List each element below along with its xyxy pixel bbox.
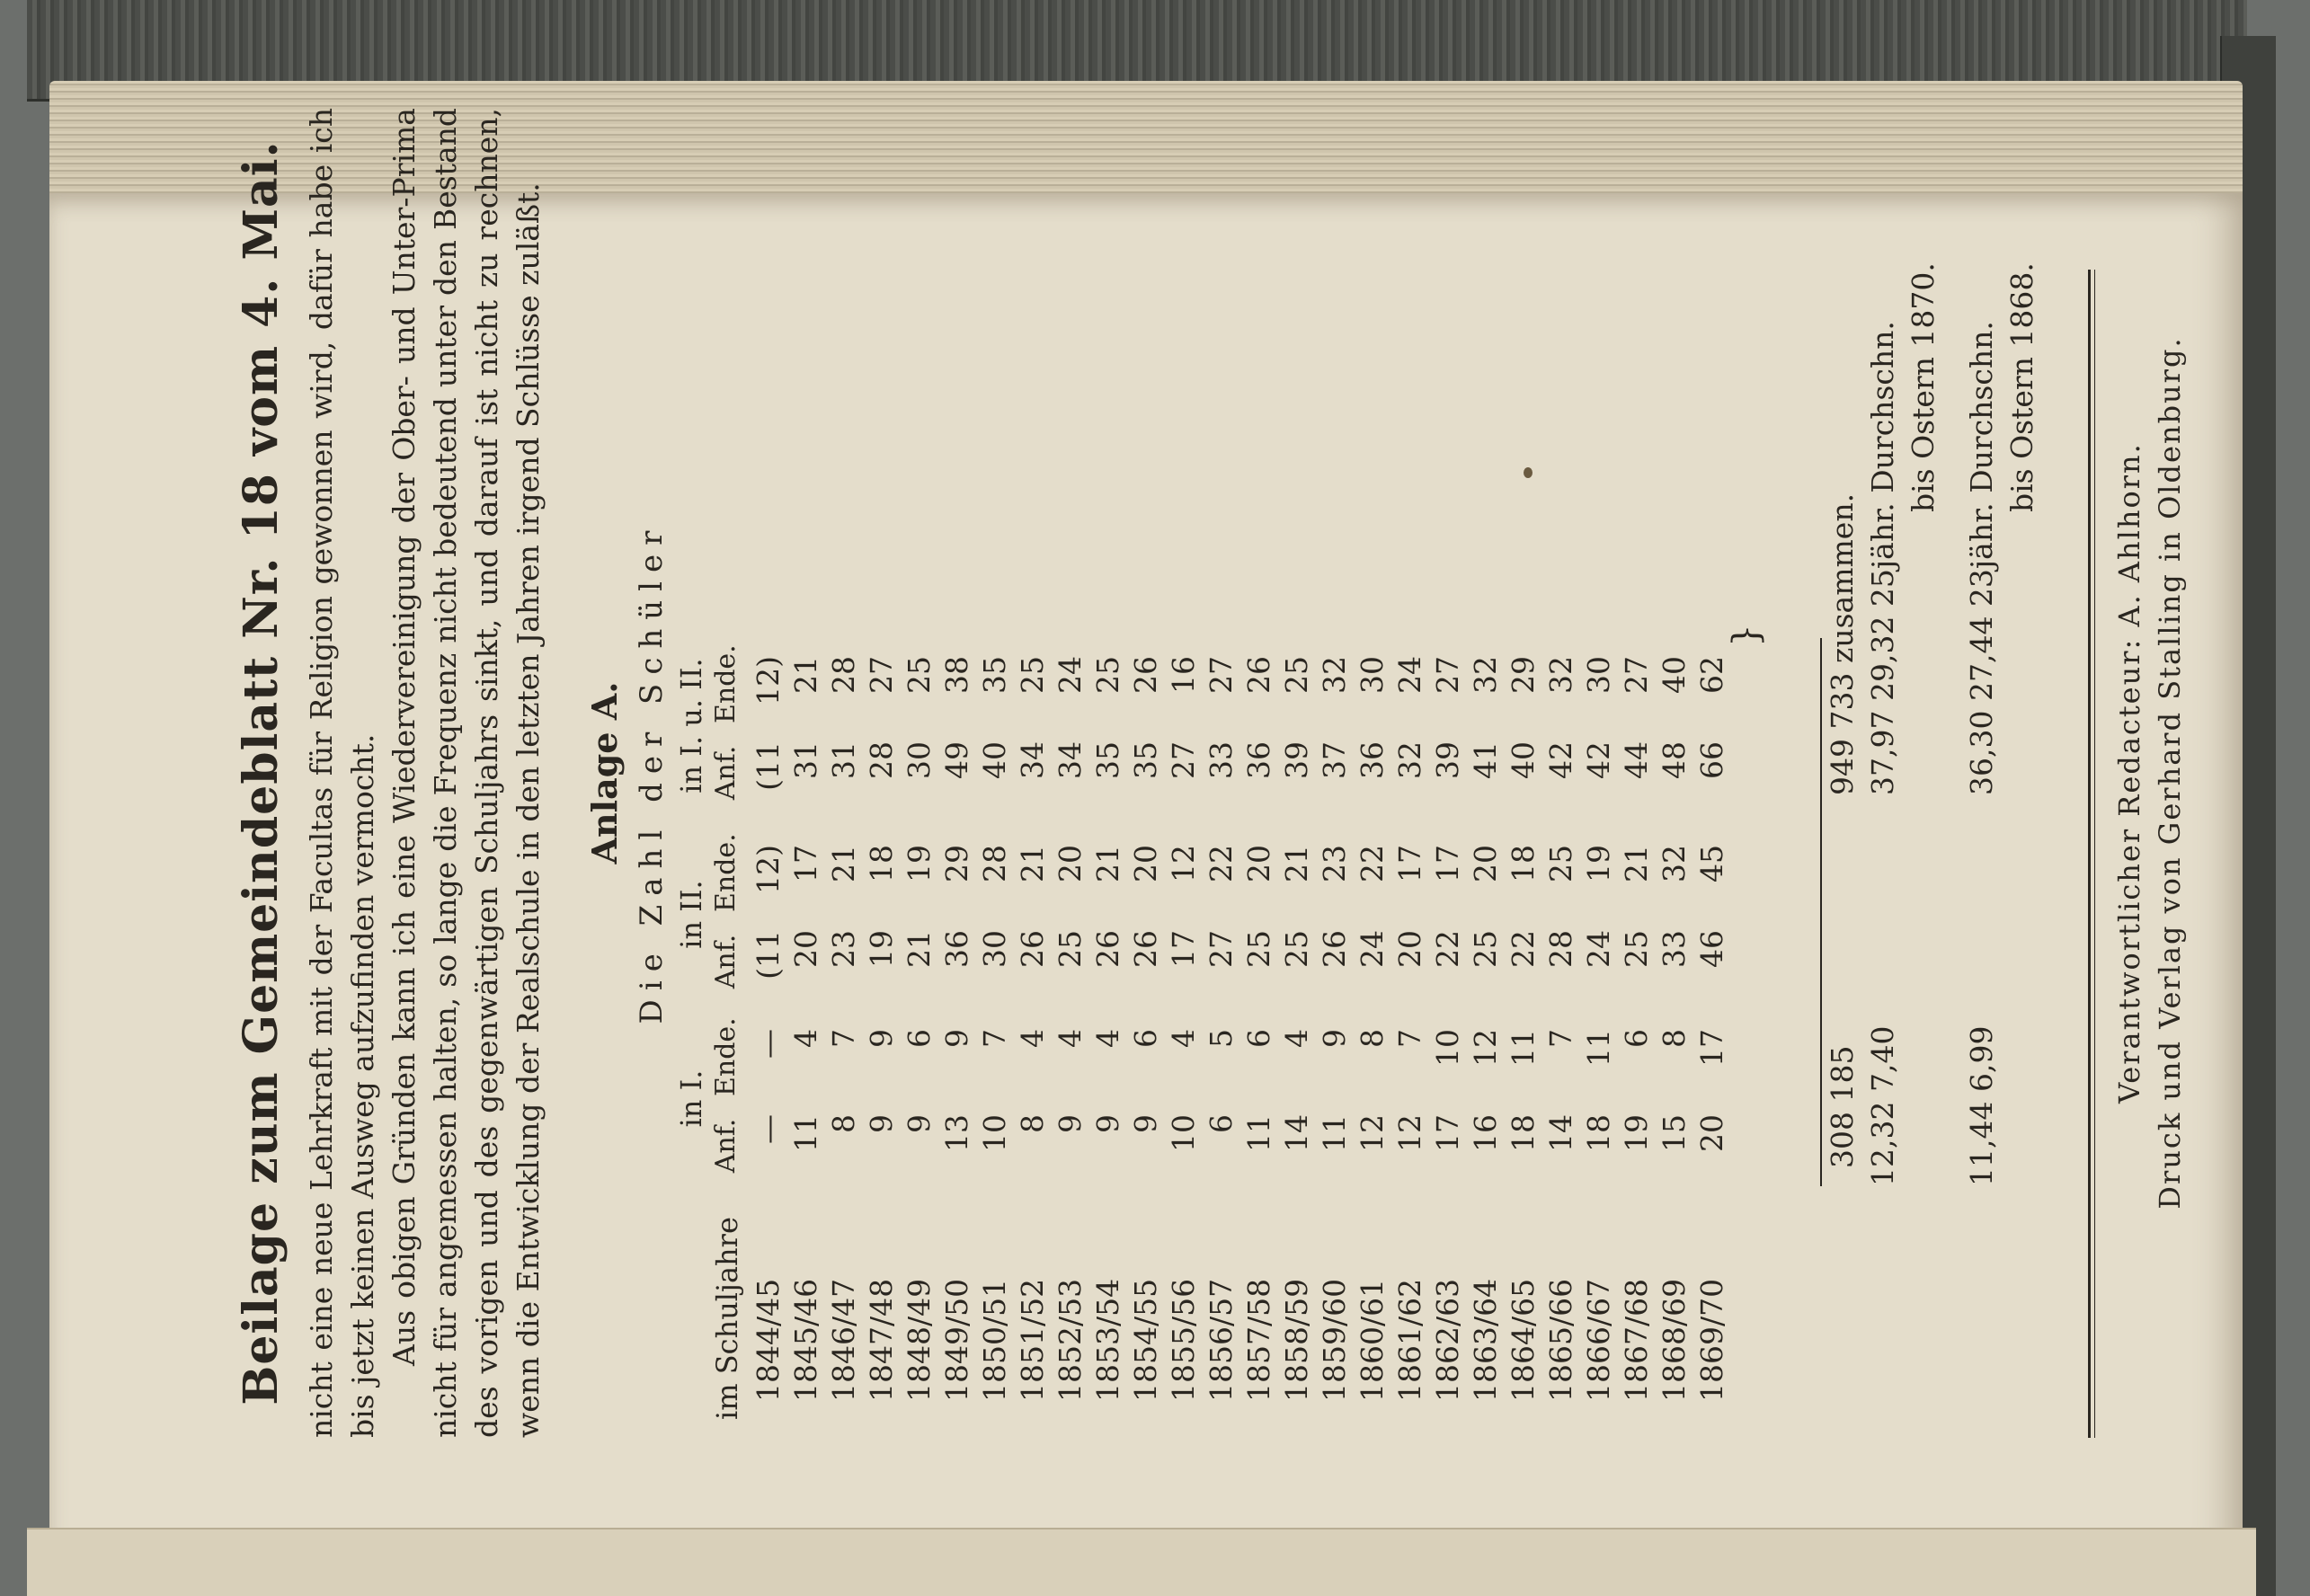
- cell-value: 4: [1053, 1029, 1088, 1048]
- cell-value: 26: [1241, 656, 1276, 694]
- cell-value: 19: [902, 845, 937, 882]
- table-row: [1279, 108, 1320, 1438]
- cell-value: 38: [939, 656, 974, 694]
- cell-year: 1861/62: [1392, 1278, 1427, 1402]
- cell-value: (11: [751, 741, 786, 791]
- cell-value: 19: [1581, 845, 1616, 882]
- cell-value: 22: [1430, 930, 1465, 968]
- cell-value: 25: [1090, 656, 1125, 694]
- cell-value: 20: [788, 930, 823, 968]
- subheader-anf-2: Anf.: [710, 934, 742, 989]
- cell-value: 20: [1053, 845, 1088, 882]
- cell-value: 21: [788, 656, 823, 694]
- subheader-anf-3: Anf.: [710, 745, 742, 801]
- cell-value: 32: [1468, 656, 1503, 694]
- average25-i: 12,32 7,40: [1865, 1025, 1900, 1186]
- cell-value: 17: [1166, 930, 1201, 968]
- next-page-edge: [27, 1528, 2256, 1596]
- cell-value: 8: [1355, 1029, 1390, 1048]
- column-group-i-ii: in I. u. II.: [674, 658, 708, 794]
- cell-value: 26: [1128, 656, 1163, 694]
- cell-value: 12): [751, 845, 786, 894]
- cell-year: 1864/65: [1506, 1278, 1541, 1402]
- subheader-ende-1: Ende.: [710, 1017, 742, 1096]
- cell-value: 29: [1506, 656, 1541, 694]
- cell-value: 19: [864, 930, 899, 968]
- cell-value: 7: [826, 1029, 861, 1048]
- cell-value: 49: [939, 741, 974, 779]
- cell-value: 35: [1128, 741, 1163, 779]
- table-brace: }: [1726, 624, 1767, 647]
- table-row: [751, 108, 792, 1438]
- cell-value: 21: [902, 930, 937, 968]
- cell-value: 23: [1317, 845, 1352, 882]
- cell-value: 11: [1581, 1029, 1616, 1067]
- cell-year: 1852/53: [1053, 1278, 1088, 1402]
- cell-value: 28: [977, 845, 1012, 882]
- cell-value: 24: [1355, 930, 1390, 968]
- cell-value: 25: [1543, 845, 1578, 882]
- cell-value: 30: [1581, 656, 1616, 694]
- table-row: [1619, 108, 1660, 1438]
- cell-value: 6: [1241, 1029, 1276, 1048]
- cell-value: 21: [1619, 845, 1654, 882]
- footer-rule-thin: [2094, 270, 2095, 1438]
- cell-value: 25: [902, 656, 937, 694]
- intro-text: [301, 108, 549, 1438]
- cell-value: 11: [1241, 1114, 1276, 1152]
- cell-value: 5: [1204, 1029, 1239, 1048]
- table-row: [1166, 108, 1207, 1438]
- average23-note: bis Ostern 1868.: [2004, 262, 2039, 512]
- table-row: [1694, 108, 1736, 1438]
- cell-year: 1866/67: [1581, 1278, 1616, 1402]
- table-row: [1430, 108, 1471, 1438]
- cell-value: 41: [1468, 741, 1503, 779]
- subheader-ende-3: Ende.: [710, 644, 742, 723]
- table-row: [1657, 108, 1698, 1438]
- cell-year: 1845/46: [788, 1278, 823, 1402]
- cell-value: 12: [1355, 1114, 1390, 1152]
- cell-value: (11: [751, 930, 786, 980]
- cell-value: —: [751, 1114, 786, 1144]
- cell-value: 14: [1279, 1114, 1314, 1152]
- cell-value: 11: [788, 1114, 823, 1152]
- cell-value: 40: [1657, 656, 1692, 694]
- cell-value: 20: [1128, 845, 1163, 882]
- cell-value: 12): [751, 656, 786, 705]
- cell-year: 1858/59: [1279, 1278, 1314, 1402]
- average25-ii: 37,97 29,32 25jähr. Durchschn.: [1865, 321, 1900, 795]
- cell-value: 17: [1430, 1114, 1465, 1152]
- page-title: Beilage zum Gemeindeblatt Nr. 18 vom 4. Mai.: [234, 140, 289, 1405]
- column-group-ii: in II.: [674, 880, 708, 949]
- cell-value: 62: [1694, 656, 1729, 694]
- cell-value: 20: [1468, 845, 1503, 882]
- table-row: [1128, 108, 1169, 1438]
- average25-note: bis Ostern 1870.: [1906, 262, 1941, 512]
- cell-year: 1856/57: [1204, 1278, 1239, 1402]
- column-header-year: im Schuljahre: [710, 1217, 744, 1420]
- cell-value: 27: [864, 656, 899, 694]
- cell-value: 28: [864, 741, 899, 779]
- cell-value: 26: [1128, 930, 1163, 968]
- cell-value: 28: [1543, 930, 1578, 968]
- cell-value: 4: [1015, 1029, 1050, 1048]
- cell-value: 30: [977, 930, 1012, 968]
- cell-value: 27: [1430, 656, 1465, 694]
- cell-value: 33: [1657, 930, 1692, 968]
- table-row: [864, 108, 905, 1438]
- table-row: [1053, 108, 1094, 1438]
- cell-value: 18: [864, 845, 899, 882]
- cell-value: 21: [1090, 845, 1125, 882]
- cell-value: 32: [1543, 656, 1578, 694]
- cell-year: 1851/52: [1015, 1278, 1050, 1402]
- intro-paragraph-1: nicht eine neue Lehrkraft mit der Facultas für Religion gewonnen wird, dafür habe ich bis jetzt keinen Ausweg aufzufinden vermocht.: [304, 108, 380, 1438]
- table-row: [1543, 108, 1585, 1438]
- cell-value: 11: [1506, 1029, 1541, 1067]
- cell-value: 26: [1015, 930, 1050, 968]
- cell-value: 6: [1128, 1029, 1163, 1048]
- cell-value: 30: [902, 741, 937, 779]
- cell-value: 22: [1506, 930, 1541, 968]
- cell-year: 1862/63: [1430, 1278, 1465, 1402]
- cell-year: 1865/66: [1543, 1278, 1578, 1402]
- table-title: Die Zahl der Schüler: [634, 521, 670, 1024]
- cell-value: 31: [826, 741, 861, 779]
- average23-i: 11,44 6,99: [1964, 1025, 1999, 1186]
- cell-value: 40: [977, 741, 1012, 779]
- cell-year: 1867/68: [1619, 1278, 1654, 1402]
- cell-value: 35: [1090, 741, 1125, 779]
- cell-year: 1848/49: [902, 1278, 937, 1402]
- cell-value: 20: [1392, 930, 1427, 968]
- totals-i: 308 185: [1825, 1045, 1860, 1168]
- cell-value: 9: [1317, 1029, 1352, 1048]
- cell-value: 16: [1166, 656, 1201, 694]
- cell-value: —: [751, 1029, 786, 1059]
- cell-year: 1849/50: [939, 1278, 974, 1402]
- cell-value: 21: [1015, 845, 1050, 882]
- table-row: [1581, 108, 1622, 1438]
- cell-value: 24: [1053, 656, 1088, 694]
- cell-value: 27: [1204, 656, 1239, 694]
- cell-value: 30: [1355, 656, 1390, 694]
- table-row: [788, 108, 830, 1438]
- cell-value: 9: [864, 1114, 899, 1133]
- cell-year: 1863/64: [1468, 1278, 1503, 1402]
- cell-value: 35: [977, 656, 1012, 694]
- cell-value: 27: [1619, 656, 1654, 694]
- cell-value: 22: [1204, 845, 1239, 882]
- cell-value: 22: [1355, 845, 1390, 882]
- table-row: [1090, 108, 1132, 1438]
- cell-value: 11: [1317, 1114, 1352, 1152]
- cell-value: 9: [864, 1029, 899, 1048]
- subheader-ende-2: Ende.: [710, 833, 742, 912]
- cell-value: 4: [1166, 1029, 1201, 1048]
- cell-value: 18: [1506, 845, 1541, 882]
- cell-value: 42: [1543, 741, 1578, 779]
- editor-line: Verantwortlicher Redacteur: A. Ahlhorn.: [2112, 442, 2146, 1104]
- cell-value: 25: [1279, 656, 1314, 694]
- cell-value: 15: [1657, 1114, 1692, 1152]
- cell-value: 17: [1392, 845, 1427, 882]
- cell-value: 8: [1015, 1114, 1050, 1133]
- cell-value: 21: [1279, 845, 1314, 882]
- cell-year: 1869/70: [1694, 1278, 1729, 1402]
- cell-value: 10: [1430, 1029, 1465, 1067]
- cell-value: 28: [826, 656, 861, 694]
- table-row: [1241, 108, 1283, 1438]
- cell-value: 34: [1053, 741, 1088, 779]
- cell-value: 4: [788, 1029, 823, 1048]
- cell-year: 1846/47: [826, 1278, 861, 1402]
- column-group-i: in I.: [674, 1069, 708, 1128]
- cell-value: 8: [1657, 1029, 1692, 1048]
- cell-value: 25: [1619, 930, 1654, 968]
- table-row: [1204, 108, 1245, 1438]
- printer-line: Druck und Verlag von Gerhard Stalling in Oldenburg.: [2153, 336, 2187, 1210]
- cell-value: 34: [1015, 741, 1050, 779]
- cell-value: 36: [939, 930, 974, 968]
- cell-value: 42: [1581, 741, 1616, 779]
- cell-value: 14: [1543, 1114, 1578, 1152]
- rotated-text-block: [234, 108, 2265, 1438]
- table-row: [1015, 108, 1056, 1438]
- cell-value: 4: [1090, 1029, 1125, 1048]
- cell-value: 9: [902, 1114, 937, 1133]
- table-row: [1392, 108, 1434, 1438]
- cell-value: 6: [1204, 1114, 1239, 1133]
- cell-value: 8: [826, 1114, 861, 1133]
- cell-value: 66: [1694, 741, 1729, 779]
- cell-value: 17: [1430, 845, 1465, 882]
- table-row: [1317, 108, 1358, 1438]
- cell-value: 13: [939, 1114, 974, 1152]
- intro-paragraph-2: Aus obigen Gründen kann ich eine Wiedervereinigung der Ober- und Unter-Prima nicht für angemessen halten, so lange die Frequenz nicht bedeutend unter den Bestand des vorigen und des gegenwärtigen Schuljahrs sinkt, und darauf ist nicht zu rechnen, wenn die Entwicklung der Realschule in den letzten Jahren irgend Schlüsse zuläßt.: [386, 108, 546, 1438]
- cell-value: 23: [826, 930, 861, 968]
- cell-value: 7: [1543, 1029, 1578, 1048]
- cell-value: 9: [939, 1029, 974, 1048]
- cell-value: 20: [1241, 845, 1276, 882]
- cell-value: 26: [1090, 930, 1125, 968]
- cell-value: 32: [1657, 845, 1692, 882]
- cell-value: 12: [1392, 1114, 1427, 1152]
- cell-value: 46: [1694, 930, 1729, 968]
- cell-value: 6: [1619, 1029, 1654, 1048]
- cell-value: 18: [1506, 1114, 1541, 1152]
- cell-value: 40: [1506, 741, 1541, 779]
- cell-value: 9: [1090, 1114, 1125, 1133]
- cell-value: 27: [1204, 930, 1239, 968]
- appendix-heading: Anlage A.: [584, 681, 625, 864]
- cell-year: 1844/45: [751, 1278, 786, 1402]
- cell-value: 7: [977, 1029, 1012, 1048]
- cell-year: 1859/60: [1317, 1278, 1352, 1402]
- cell-value: 25: [1015, 656, 1050, 694]
- cell-year: 1868/69: [1657, 1278, 1692, 1402]
- table-row: [939, 108, 981, 1438]
- cell-value: 25: [1241, 930, 1276, 968]
- cell-value: 6: [902, 1029, 937, 1048]
- cell-value: 37: [1317, 741, 1352, 779]
- table-row: [1355, 108, 1396, 1438]
- cell-value: 20: [1694, 1114, 1729, 1152]
- table-row: [1468, 108, 1509, 1438]
- cell-year: 1847/48: [864, 1278, 899, 1402]
- cell-value: 29: [939, 845, 974, 882]
- cell-value: 27: [1166, 741, 1201, 779]
- cell-year: 1853/54: [1090, 1278, 1125, 1402]
- table-row: [826, 108, 867, 1438]
- cell-value: 18: [1581, 1114, 1616, 1152]
- cell-value: 48: [1657, 741, 1692, 779]
- cell-value: 25: [1468, 930, 1503, 968]
- subheader-anf-1: Anf.: [710, 1118, 742, 1174]
- average23-ii: 36,30 27,44 23jähr. Durchschn.: [1964, 321, 1999, 795]
- cell-year: 1855/56: [1166, 1278, 1201, 1402]
- cell-value: 19: [1619, 1114, 1654, 1152]
- cell-value: 31: [788, 741, 823, 779]
- cell-value: 44: [1619, 741, 1654, 779]
- cell-value: 16: [1468, 1114, 1503, 1152]
- cell-year: 1854/55: [1128, 1278, 1163, 1402]
- cell-value: 10: [1166, 1114, 1201, 1152]
- cell-value: 12: [1468, 1029, 1503, 1067]
- totals-ii: 949 733 zusammen.: [1825, 492, 1860, 795]
- cell-value: 36: [1355, 741, 1390, 779]
- cell-value: 17: [1694, 1029, 1729, 1067]
- table-row: [977, 108, 1018, 1438]
- cell-value: 9: [1128, 1114, 1163, 1133]
- cell-value: 4: [1279, 1029, 1314, 1048]
- cell-value: 45: [1694, 845, 1729, 882]
- cell-value: 25: [1279, 930, 1314, 968]
- cell-value: 39: [1279, 741, 1314, 779]
- cell-value: 24: [1581, 930, 1616, 968]
- cell-value: 39: [1430, 741, 1465, 779]
- cell-value: 26: [1317, 930, 1352, 968]
- cell-value: 32: [1392, 741, 1427, 779]
- cell-value: 25: [1053, 930, 1088, 968]
- cell-year: 1860/61: [1355, 1278, 1390, 1402]
- cell-value: 7: [1392, 1029, 1427, 1048]
- cell-value: 24: [1392, 656, 1427, 694]
- table-row: [902, 108, 943, 1438]
- cell-value: 36: [1241, 741, 1276, 779]
- cell-value: 17: [788, 845, 823, 882]
- cell-value: 32: [1317, 656, 1352, 694]
- cell-value: 33: [1204, 741, 1239, 779]
- totals-rule: [1820, 638, 1822, 1186]
- cell-value: 10: [977, 1114, 1012, 1152]
- cell-value: 9: [1053, 1114, 1088, 1133]
- cell-year: 1857/58: [1241, 1278, 1276, 1402]
- footer-rule-thick: [2088, 270, 2091, 1438]
- cell-value: 12: [1166, 845, 1201, 882]
- table-row: [1506, 108, 1547, 1438]
- cell-value: 21: [826, 845, 861, 882]
- cell-year: 1850/51: [977, 1278, 1012, 1402]
